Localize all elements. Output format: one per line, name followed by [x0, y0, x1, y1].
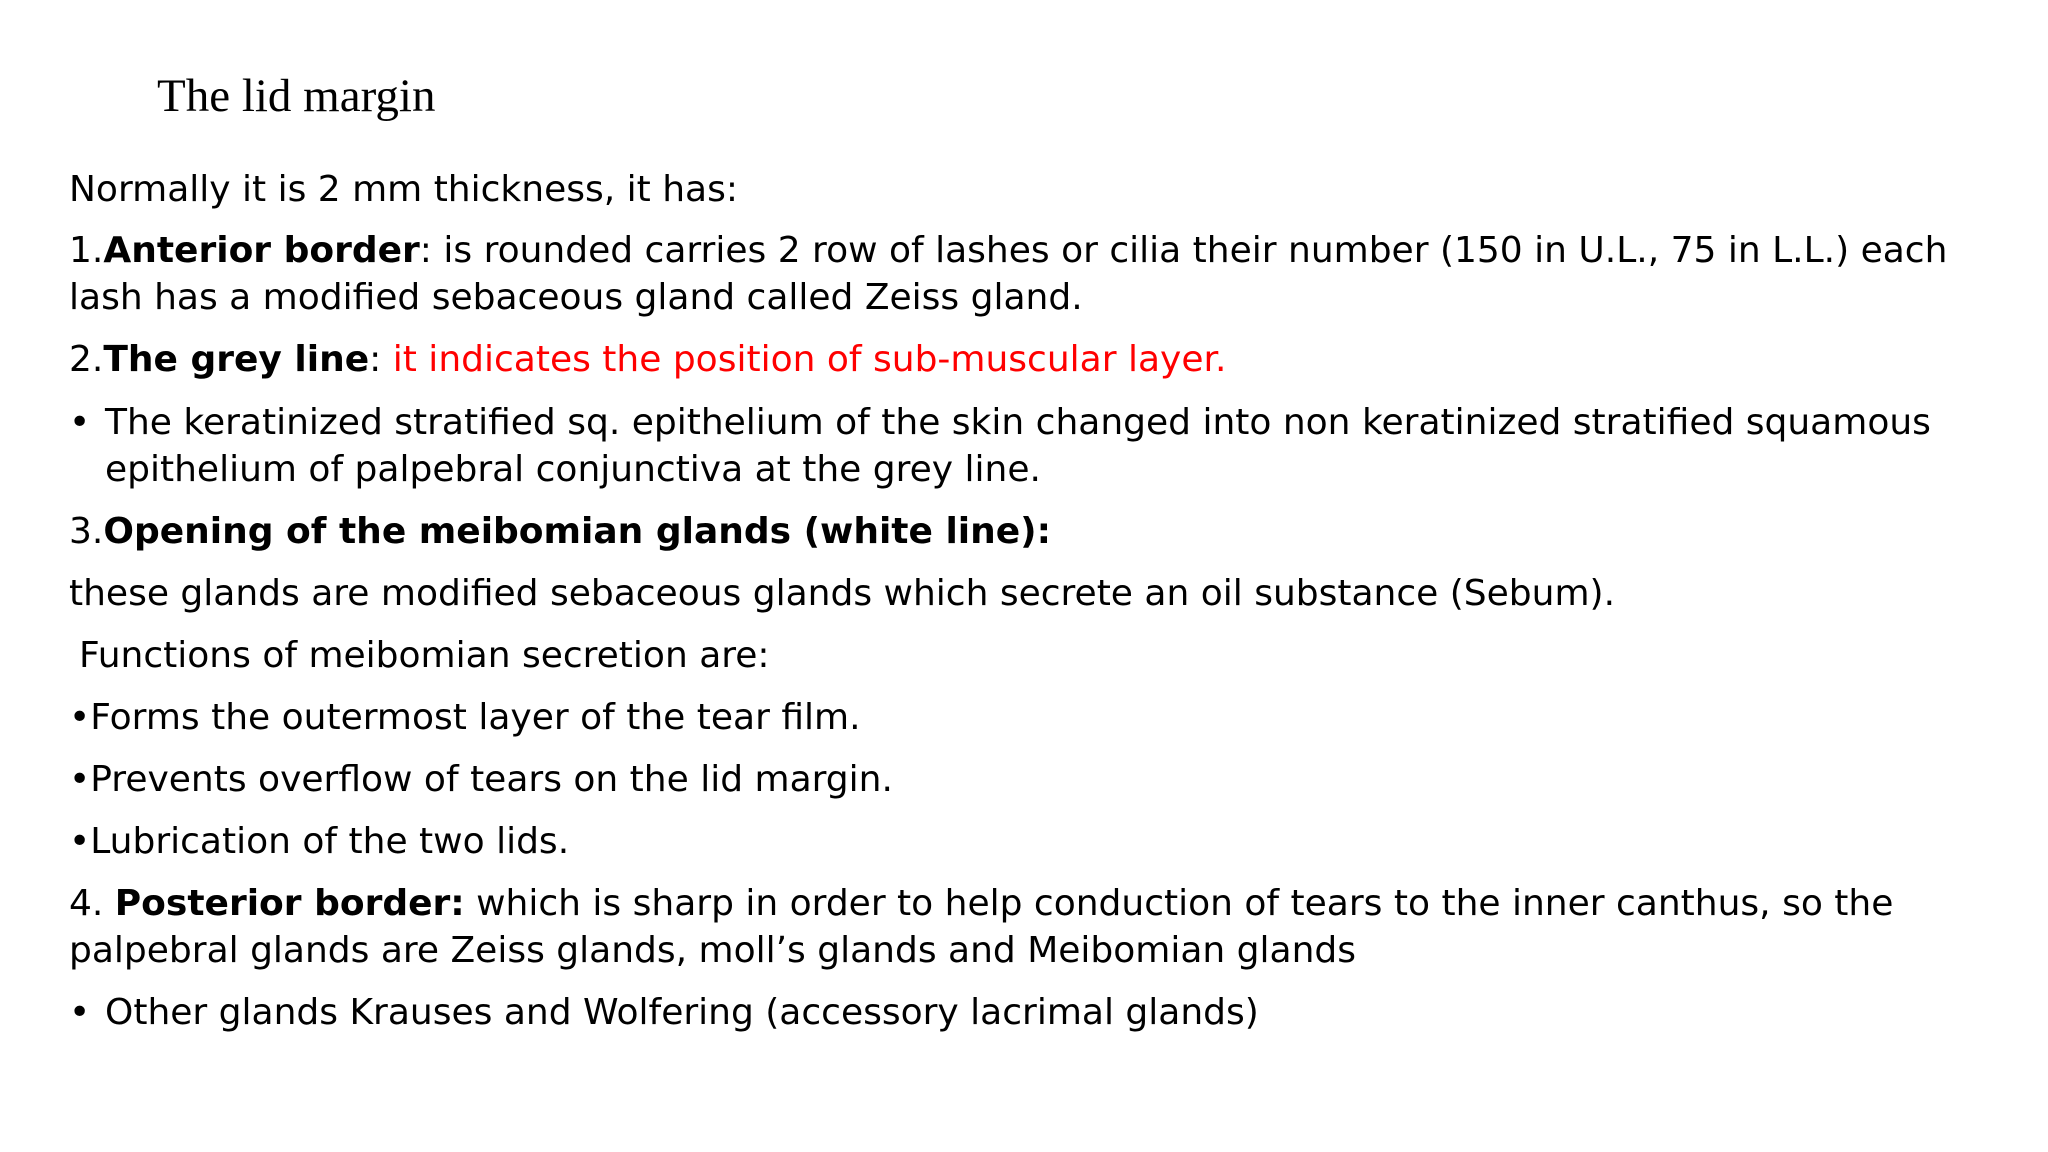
- grey-line-item: [69, 336, 1226, 383]
- glands-text: these glands are modified sebaceous glands which secrete an oil substance (Sebum).: [69, 573, 1616, 614]
- intro-line: Normally it is 2 mm thickness, it has:: [69, 169, 738, 210]
- bullet-icon: •: [69, 992, 91, 1033]
- item-number: 1.: [69, 230, 104, 271]
- posterior-border-heading: Posterior border:: [114, 883, 465, 924]
- functions-heading: Functions of meibomian secretion are:: [79, 635, 770, 676]
- posterior-border-line-1: [69, 880, 1893, 927]
- anterior-border-heading: Anterior border: [103, 230, 420, 271]
- grey-line-separator: :: [369, 339, 393, 380]
- grey-line-heading: The grey line: [103, 339, 370, 380]
- function-item: •Forms the outermost layer of the tear film.: [69, 697, 861, 738]
- function-item: •Lubrication of the two lids.: [69, 821, 570, 862]
- posterior-border-text: which is sharp in order to help conduction of tears to the inner canthus, so the: [464, 883, 1894, 924]
- slide-title: The lid margin: [157, 70, 436, 122]
- other-glands-text: Other glands Krauses and Wolfering (accessory lacrimal glands): [105, 992, 1259, 1033]
- item-number: 2.: [69, 339, 104, 380]
- posterior-border-line-2: palpebral glands are Zeiss glands, moll’s glands and Meibomian glands: [69, 930, 1357, 971]
- function-item: •Prevents overflow of tears on the lid margin.: [69, 759, 893, 800]
- item-number: 4.: [69, 883, 115, 924]
- meibomian-heading: Opening of the meibomian glands (white line):: [103, 511, 1052, 552]
- epithelium-line-2: epithelium of palpebral conjunctiva at the grey line.: [105, 449, 1041, 490]
- epithelium-line-1: The keratinized stratified sq. epithelium of the skin changed into non keratinized stratified squamous: [105, 402, 1931, 443]
- grey-line-highlight: it indicates the position of sub-muscular layer.: [392, 339, 1227, 380]
- anterior-border-line-1: [69, 227, 1947, 274]
- bullet-icon: •: [69, 402, 91, 443]
- item-number: 3.: [69, 511, 104, 552]
- anterior-border-line-2: lash has a modified sebaceous gland called Zeiss gland.: [69, 277, 1083, 318]
- anterior-border-text: : is rounded carries 2 row of lashes or cilia their number (150 in U.L., 75 in L.L.) each: [419, 230, 1948, 271]
- meibomian-item: [69, 508, 1051, 555]
